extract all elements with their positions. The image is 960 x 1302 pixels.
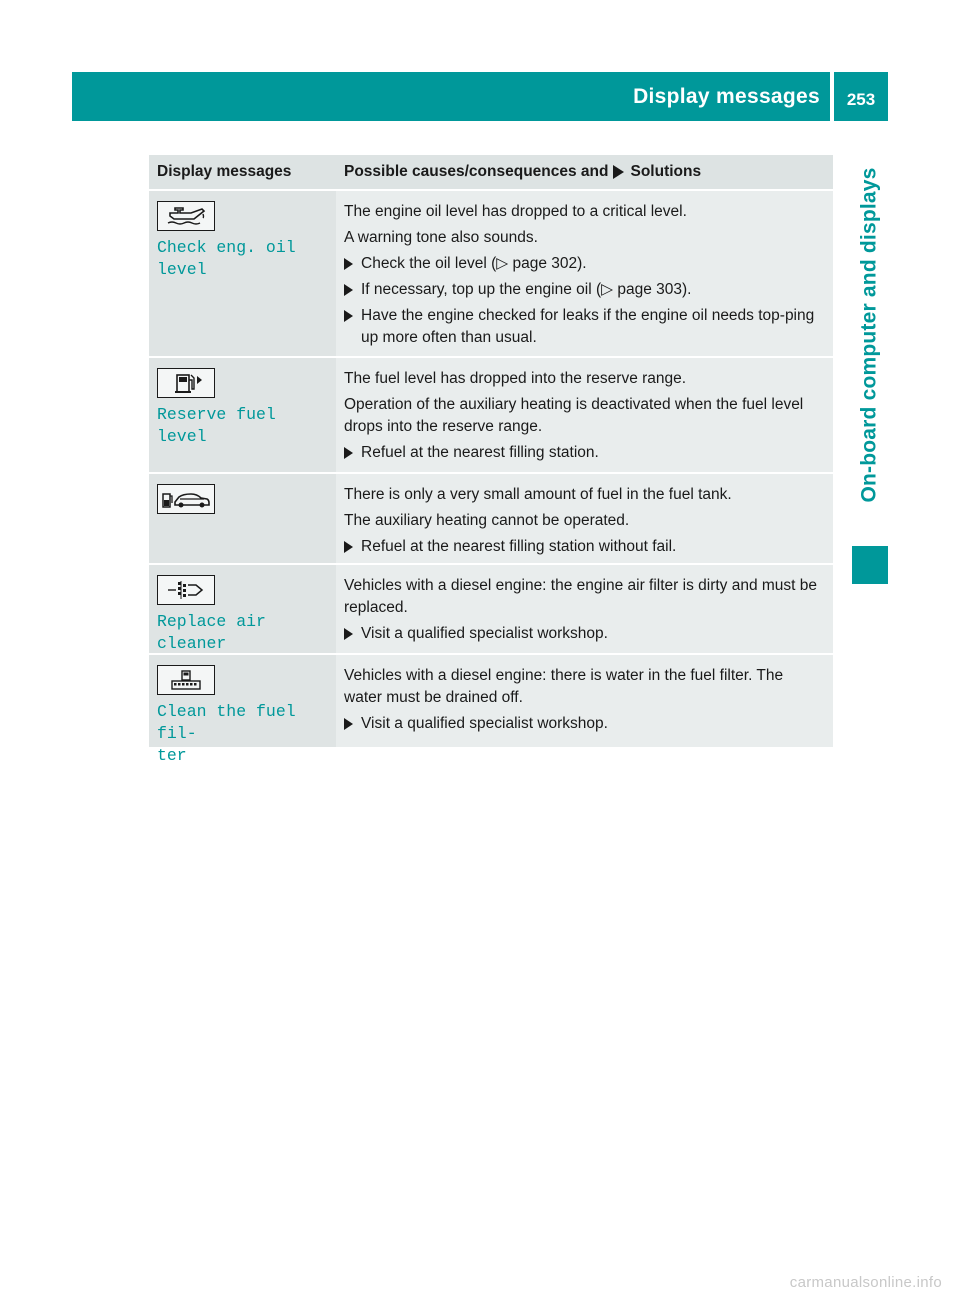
cause-text: Vehicles with a diesel engine: there is water in the fuel filter. The water must be drained off. [344, 667, 784, 706]
cause-text: A warning tone also sounds. [344, 229, 538, 246]
solution-step: If necessary, top up the engine oil (▷ page 303). [344, 279, 825, 301]
air-filter-icon [157, 575, 215, 605]
column-header-display-messages: Display messages [157, 163, 292, 180]
display-messages-table [149, 155, 833, 765]
cause-text: Operation of the auxiliary heating is deactivated when the fuel level drops into the reserve range. [344, 396, 804, 435]
message-cell [149, 565, 336, 653]
side-tab-marker [852, 546, 888, 584]
page-number: 253 [846, 89, 876, 109]
bullet-triangle-icon [344, 310, 353, 322]
cause-text: The auxiliary heating cannot be operated. [344, 512, 630, 529]
solution-cell [336, 474, 833, 563]
cause-text: There is only a very small amount of fuel in the fuel tank. [344, 486, 732, 503]
solution-cell [336, 191, 833, 356]
bullet-triangle-icon [344, 541, 353, 553]
table-row [149, 472, 833, 563]
solution-step: Refuel at the nearest filling station. [344, 442, 825, 464]
bullet-triangle-icon [344, 284, 353, 296]
cause-text: Vehicles with a diesel engine: the engine air filter is dirty and must be replaced. [344, 577, 818, 616]
display-message-text: Reserve fuel level [157, 405, 276, 446]
solution-cell [336, 358, 833, 472]
column-header-causes-text: Possible causes/consequences and [344, 163, 609, 180]
bullet-triangle-icon [344, 628, 353, 640]
fuel-pump-icon [157, 368, 215, 398]
solution-step: Visit a qualified specialist workshop. [344, 623, 825, 645]
page-title: Display messages [633, 84, 820, 108]
solution-cell [336, 565, 833, 653]
message-cell [149, 655, 336, 765]
table-row [149, 356, 833, 472]
table-row [149, 653, 833, 765]
display-message-text: Replace air cleaner [157, 612, 266, 653]
solution-step: Refuel at the nearest filling station without fail. [344, 536, 825, 558]
message-cell [149, 474, 336, 563]
bullet-triangle-icon [344, 258, 353, 270]
cause-text: The engine oil level has dropped to a critical level. [344, 203, 687, 220]
watermark: carmanualsonline.info [789, 1274, 942, 1291]
bullet-triangle-icon [344, 447, 353, 459]
message-cell [149, 358, 336, 472]
column-header-solutions-text: Solutions [630, 163, 702, 180]
column-header-causes [336, 163, 833, 181]
table-row [149, 563, 833, 653]
display-message-text: Clean the fuel fil‐ ter [157, 702, 296, 765]
display-message-text: Check eng. oil level [157, 238, 296, 279]
oil-can-icon [157, 201, 215, 231]
bullet-triangle-icon [344, 718, 353, 730]
header-bar [72, 72, 830, 121]
arrow-right-icon [613, 165, 624, 179]
solution-step: Check the oil level (▷ page 302). [344, 253, 825, 275]
table-row [149, 189, 833, 356]
side-tab-label: On-board computer and displays [858, 167, 881, 503]
fuel-filter-water-icon [157, 665, 215, 695]
solution-step: Visit a qualified specialist workshop. [344, 713, 825, 735]
message-cell [149, 191, 336, 356]
table-header [149, 155, 833, 189]
cause-text: The fuel level has dropped into the reserve range. [344, 370, 687, 387]
solution-step: Have the engine checked for leaks if the engine oil needs top-ping up more often than usual. [344, 305, 825, 349]
page-number-box [834, 72, 888, 121]
side-tab [852, 140, 888, 530]
solution-cell [336, 655, 833, 747]
fuel-car-icon [157, 484, 215, 514]
